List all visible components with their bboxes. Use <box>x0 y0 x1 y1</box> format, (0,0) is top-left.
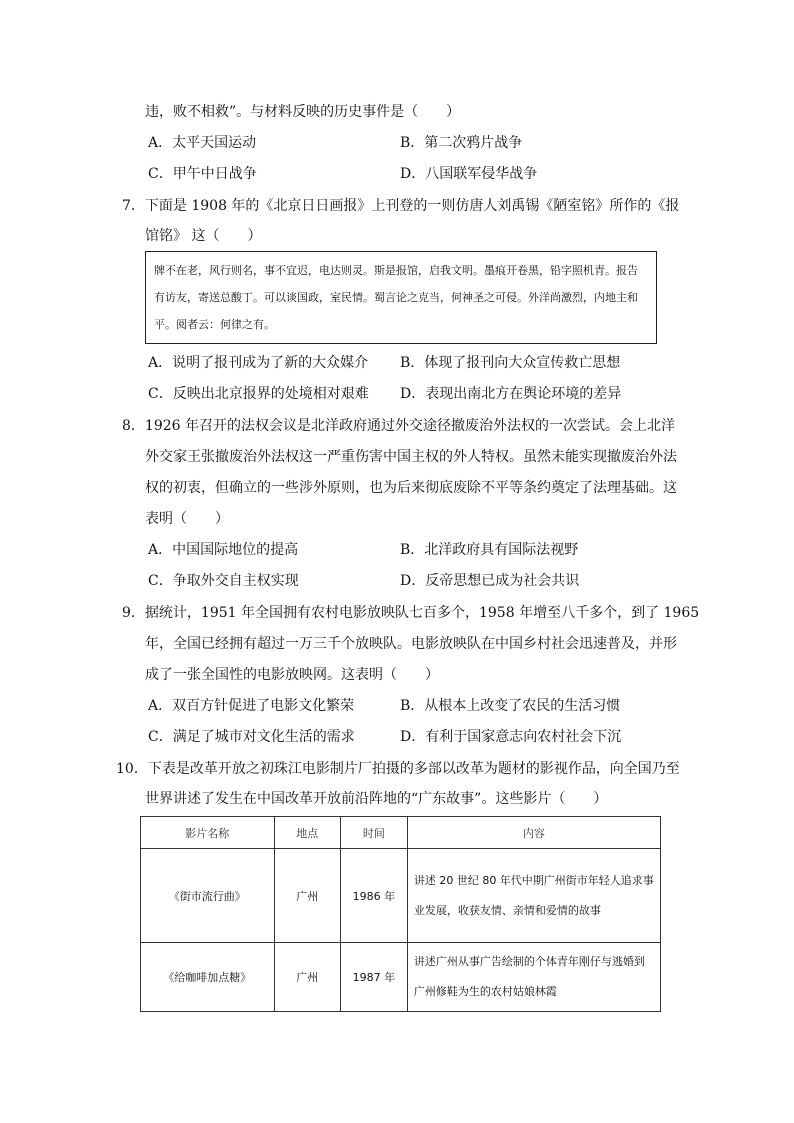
header-content: 内容 <box>407 817 660 849</box>
q10-stem-line-2: 世界讲述了发生在中国改革开放前沿阵地的“广东故事”。这些影片（ ） <box>145 791 608 807</box>
q8-option-d[interactable]: D．反帝思想已成为社会共识 <box>400 573 580 589</box>
q8-option-a[interactable]: A．中国国际地位的提高 <box>148 542 299 558</box>
film-year-cell: 1986 年 <box>340 849 407 943</box>
header-year: 时间 <box>340 817 407 849</box>
q6-stem-continuation: 违，败不相救”。与材料反映的历史事件是（ ） <box>145 104 461 120</box>
film-content-cell: 讲述广州从事广告绘制的个体青年刚仔与逃婚到广州修鞋为生的农村姑娘林霞 <box>407 943 660 1012</box>
q6-option-c[interactable]: C．甲午中日战争 <box>148 166 257 182</box>
film-place-cell: 广州 <box>274 849 340 943</box>
q9-option-d[interactable]: D．有利于国家意志向农村社会下沉 <box>400 729 622 745</box>
q9-stem-line-1: 9．据统计，1951 年全国拥有农村电影放映队七百多个，1958 年增至八千多个，到了 1965 <box>122 605 700 621</box>
q7-stem-line-1: 7．下面是 1908 年的《北京日日画报》上刊登的一则仿唐人刘禹锡《陋室铭》所作的《报 <box>122 198 680 214</box>
q7-option-c[interactable]: C．反映出北京报界的处境相对艰难 <box>148 386 369 402</box>
film-content-cell: 讲述 20 世纪 80 年代中期广州街市年轻人追求事业发展，收获友情、亲情和爱情的故事 <box>407 849 660 943</box>
q7-option-a[interactable]: A．说明了报刊成为了新的大众媒介 <box>148 355 369 371</box>
q8-stem-line-4: 表明（ ） <box>145 511 229 527</box>
q9-stem-line-3: 成了一张全国性的电影放映网。这表明（ ） <box>145 667 439 683</box>
table-row <box>141 943 661 1012</box>
q6-option-d[interactable]: D．八国联军侵华战争 <box>400 166 538 182</box>
header-film-name: 影片名称 <box>141 817 275 849</box>
q8-option-c[interactable]: C．争取外交自主权实现 <box>148 573 299 589</box>
film-name-cell: 《给咖啡加点糖》 <box>141 943 275 1012</box>
table-header-row <box>141 817 661 849</box>
header-place: 地点 <box>274 817 340 849</box>
table-row <box>141 849 661 943</box>
q7-option-d[interactable]: D．表现出南北方在舆论环境的差异 <box>400 386 622 402</box>
q8-option-b[interactable]: B．北洋政府具有国际法视野 <box>400 542 579 558</box>
q8-stem-line-1: 8．1926 年召开的法权会议是北洋政府通过外交途径撤废治外法权的一次尝试。会上北洋 <box>122 418 675 434</box>
q9-option-a[interactable]: A．双百方针促进了电影文化繁荣 <box>148 698 355 714</box>
q8-stem-line-3: 权的初衷，但确立的一些涉外原则，也为后来彻底废除不平等条约奠定了法理基础。这 <box>145 480 677 496</box>
film-place-cell: 广州 <box>274 943 340 1012</box>
q9-stem-line-2: 年，全国已经拥有超过一万三千个放映队。电影放映队在中国乡村社会迅速普及，并形 <box>145 636 677 652</box>
q6-option-a[interactable]: A．太平天国运动 <box>148 135 257 151</box>
films-table <box>140 816 661 1012</box>
q7-stem-line-2: 馆铭》 这（ ） <box>145 228 262 244</box>
q9-option-b[interactable]: B．从根本上改变了农民的生活习惯 <box>400 698 621 714</box>
q6-option-b[interactable]: B．第二次鸦片战争 <box>400 135 523 151</box>
q10-stem-line-1: 10．下表是改革开放之初珠江电影制片厂拍摄的多部以改革为题材的影视作品，向全国乃至 <box>116 761 680 777</box>
film-name-cell: 《街市流行曲》 <box>141 849 275 943</box>
q7-quote-box: 牌不在老，风行则名，事不宜迟，电达则灵。斯是报馆，启我文明。墨痕开卷黑，铅字照机青。报告有访友，寄送总酸丁。可以谈国政，室民情。蜀言论之克当，何神圣之可侵。外洋尚激烈，内地主和平。阅者云：何律之有。 <box>145 251 657 344</box>
q8-stem-line-2: 外交家王张撤废治外法权这一严重伤害中国主权的外人特权。虽然未能实现撤废治外法 <box>145 449 677 465</box>
film-year-cell: 1987 年 <box>340 943 407 1012</box>
q9-option-c[interactable]: C．满足了城市对文化生活的需求 <box>148 729 355 745</box>
q7-option-b[interactable]: B．体现了报刊向大众宣传救亡思想 <box>400 355 621 371</box>
